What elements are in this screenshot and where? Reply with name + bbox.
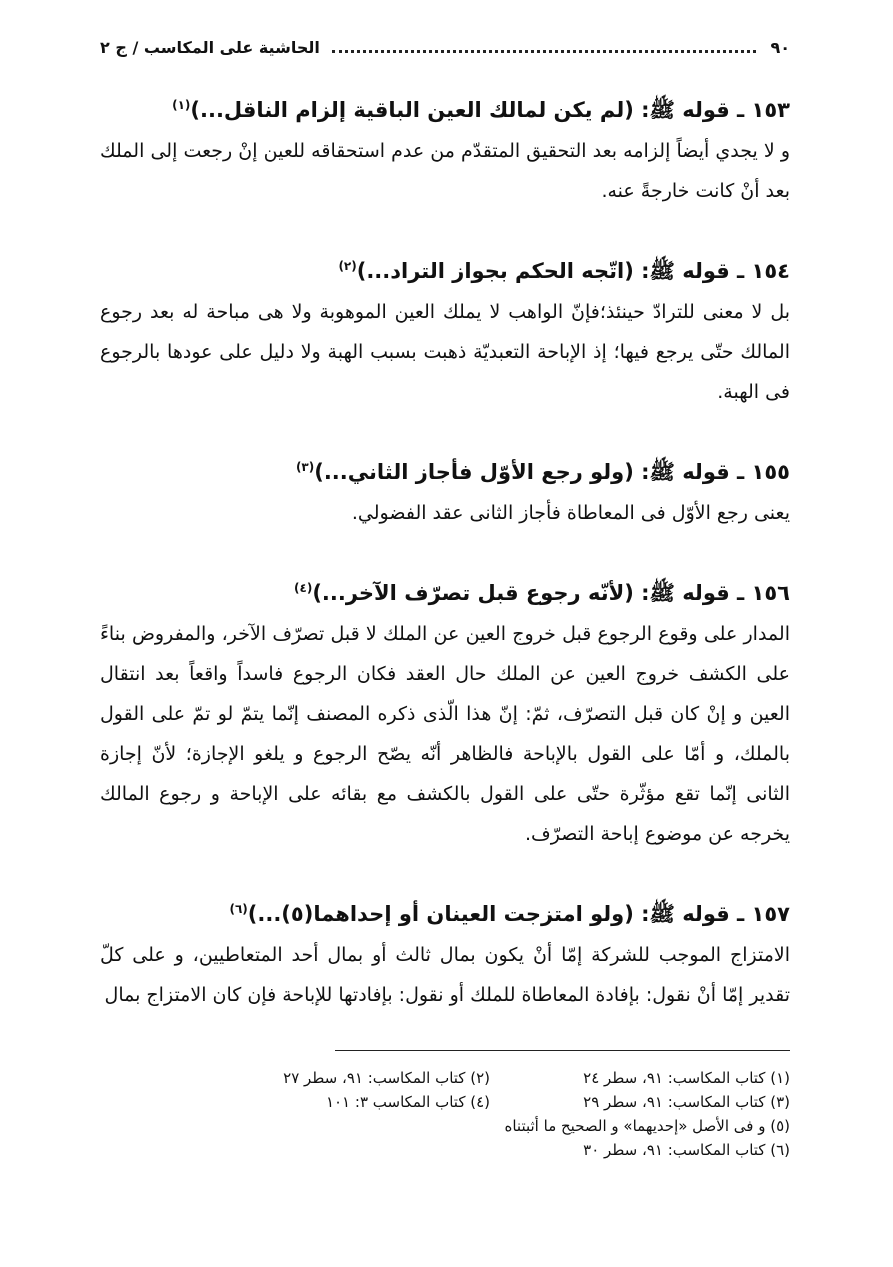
header-dot-leader <box>332 50 757 53</box>
entry-body: يعنى رجع الأوّل فى المعاطاة فأجاز الثانى عقد الفضولي. <box>351 502 790 524</box>
running-title: الحاشية على المكاسب / ج ٢ <box>100 37 320 57</box>
footnote: (٤) كتاب المكاسب ٣: ١٠١ <box>325 1093 490 1111</box>
entry-body: بل لا معنى للترادّ حينئذ؛فإنّ الواهب لا يملك العين الموهوبة ولا هى مباحة له بعد رجوع المالك حتّى يرجع فيها؛ إذ الإباحة التعبديّة ذهبت بسبب الهبة ولا دليل على عودها بالرجوع فى الهبة. <box>100 301 790 403</box>
footnote-ref: (٦) <box>229 902 248 916</box>
footnotes <box>190 1066 790 1162</box>
footnote: (١) كتاب المكاسب: ٩١، سطر ٢٤ <box>583 1069 790 1087</box>
footnote: (٣) كتاب المكاسب: ٩١، سطر ٢٩ <box>583 1093 790 1111</box>
body-text <box>100 84 790 1015</box>
footnote: (٦) كتاب المكاسب: ٩١، سطر ٣٠ <box>583 1141 790 1159</box>
entry-156 <box>100 567 790 854</box>
footnote-ref: (١) <box>172 98 191 112</box>
footnote: (٢) كتاب المكاسب: ٩١، سطر ٢٧ <box>283 1069 490 1087</box>
page-number: ٩٠ <box>770 37 790 57</box>
running-header <box>100 32 790 62</box>
entry-heading: ١٥٤ ـ قوله ﷺ: (اتّجه الحكم بجواز التراد...)$^{(٢)}$ <box>338 259 790 283</box>
footnote-divider <box>335 1050 790 1051</box>
footnote: (٥) و فى الأصل «إحديهما» و الصحيح ما أثبتناه <box>504 1117 790 1135</box>
entry-heading: ١٥٦ ـ قوله ﷺ: (لأنّه رجوع قبل تصرّف الآخر...)$^{(٤)}$ <box>294 581 790 605</box>
entry-body: و لا يجدي أيضاً إلزامه بعد التحقيق المتقدّم من عدم استحقاقه للعين إنْ رجعت إلى الملك بعد أنْ كانت خارجةً عنه. <box>100 140 790 202</box>
entry-157 <box>100 888 790 1015</box>
entry-155 <box>100 446 790 533</box>
entry-body: الامتزاج الموجب للشركة إمّا أنْ يكون بمال ثالث أو بمال أحد المتعاطيين، و على كلّ تقدير إمّا أنْ نقول: بإفادة المعاطاة للملك أو نقول: بإفادتها للإباحة فإن كان الامتزاج بمال <box>100 944 790 1006</box>
entry-heading: ١٥٥ ـ قوله ﷺ: (ولو رجع الأوّل فأجاز الثاني...)$^{(٣)}$ <box>295 460 790 484</box>
entry-154 <box>100 245 790 412</box>
entry-153 <box>100 84 790 211</box>
entry-body: المدار على وقوع الرجوع قبل خروج العين عن الملك لا قبل تصرّف الآخر، والمفروض بناءً على الكشف خروج العين عن الملك حال العقد فكان الرجوع فاسداً واقعاً بعد انتقال العين و إنْ كان قبل التصرّف، ثمّ: إنّ هذا الّذى ذكره المصنف إنّما يتمّ لو تمّ على القول بالملك، و أمّا على القول بالإباحة فالظاهر أنّه يصّح الرجوع و يلغو الإجازة؛ لأنّ إجازة الثانى إنّما تقع مؤثّرة حتّى على القول بالكشف مع بقائه على الإباحة و رجوع المالك يخرجه عن موضوع إباحة التصرّف. <box>100 623 790 845</box>
footnote-ref: (٣) <box>295 460 315 474</box>
footnote-ref: (٢) <box>338 259 357 273</box>
entry-heading: ١٥٣ ـ قوله ﷺ: (لم يكن لمالك العين الباقية إلزام الناقل...)$^{(١)}$ <box>172 98 790 122</box>
entry-heading: ١٥٧ ـ قوله ﷺ: (ولو امتزجت العينان أو إحداهما(٥)...)$^{(٦)}$ <box>229 902 790 926</box>
footnote-ref: (٤) <box>294 581 313 595</box>
